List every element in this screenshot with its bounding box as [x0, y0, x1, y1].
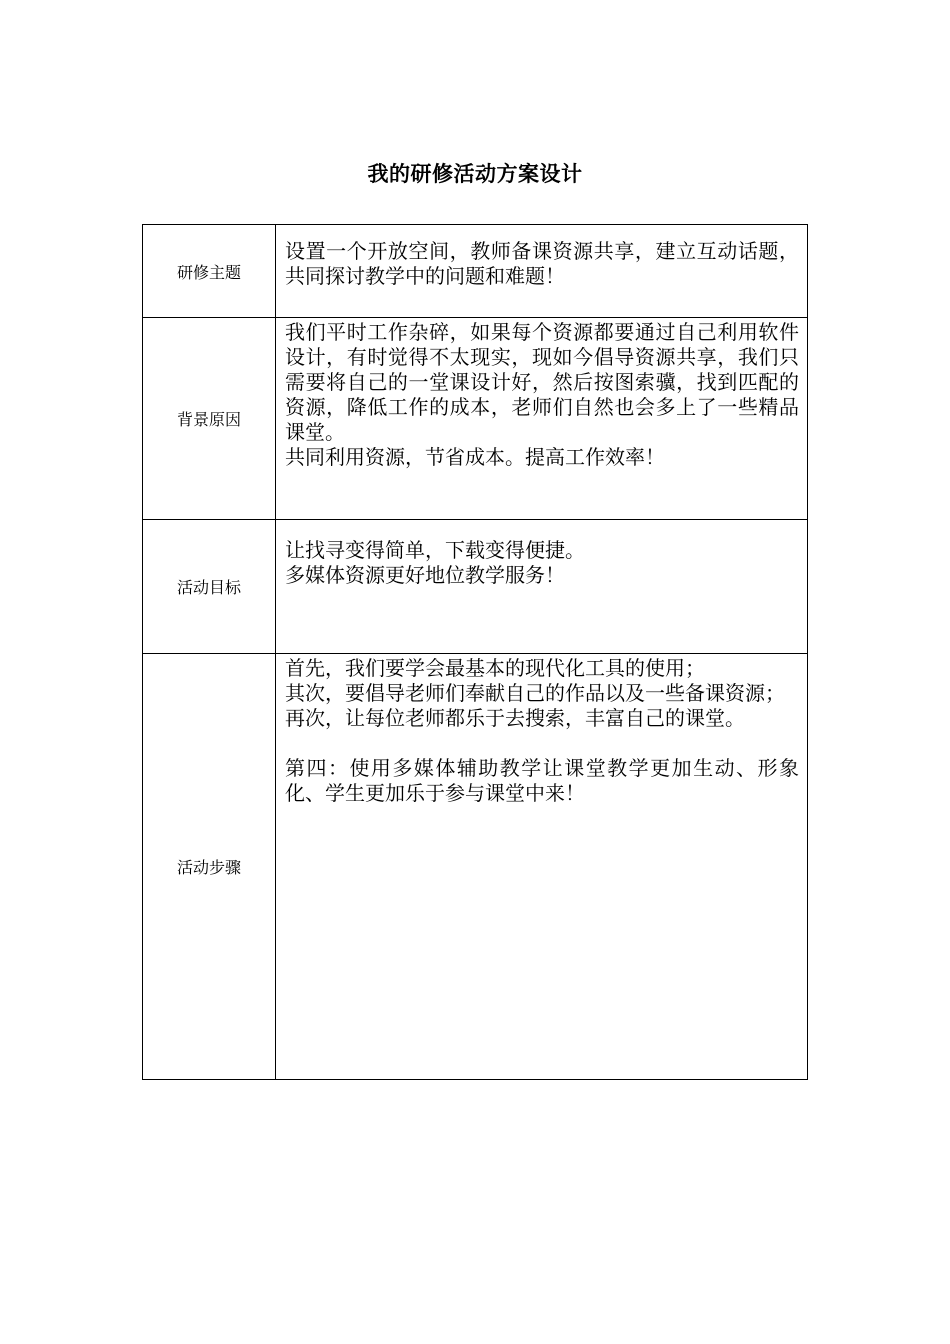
- content-line: 设置一个开放空间，教师备课资源共享，建立互动话题，共同探讨教学中的问题和难题！: [285, 239, 799, 288]
- activity-plan-table: [142, 224, 808, 1080]
- table-row-steps: [143, 654, 808, 1080]
- row-content-topic: [276, 225, 808, 318]
- row-content-goal: [276, 520, 808, 654]
- table-row-goal: [143, 520, 808, 654]
- content-line: 我们平时工作杂碎，如果每个资源都要通过自己利用软件设计，有时觉得不太现实，现如今倡导资源共享，我们只需要将自己的一堂课设计好，然后按图索骥，找到匹配的资源，降低工作的成本，老师们自然也会多上了一些精品课堂。: [285, 320, 799, 444]
- blank-line: [285, 731, 799, 756]
- content-line: 让找寻变得简单，下载变得便捷。: [285, 538, 585, 562]
- row-label-goal: 活动目标: [143, 520, 276, 654]
- content-line: 首先，我们要学会最基本的现代化工具的使用；: [285, 656, 705, 680]
- row-content-steps: [276, 654, 808, 1080]
- table-row-background: [143, 318, 808, 520]
- row-label-steps: 活动步骤: [143, 654, 276, 1080]
- row-content-background: [276, 318, 808, 520]
- row-label-background: 背景原因: [143, 318, 276, 520]
- content-line: 第四：使用多媒体辅助教学让课堂教学更加生动、形象化、学生更加乐于参与课堂中来！: [285, 756, 799, 805]
- content-line: 多媒体资源更好地位教学服务！: [285, 563, 565, 587]
- content-line: 再次，让每位老师都乐于去搜索，丰富自己的课堂。: [285, 706, 745, 730]
- table-row-topic: [143, 225, 808, 318]
- document-title: 我的研修活动方案设计: [367, 161, 583, 186]
- content-line: 其次，要倡导老师们奉献自己的作品以及一些备课资源；: [285, 681, 785, 705]
- content-line: 共同利用资源，节省成本。提高工作效率！: [285, 445, 665, 469]
- row-label-topic: 研修主题: [143, 225, 276, 318]
